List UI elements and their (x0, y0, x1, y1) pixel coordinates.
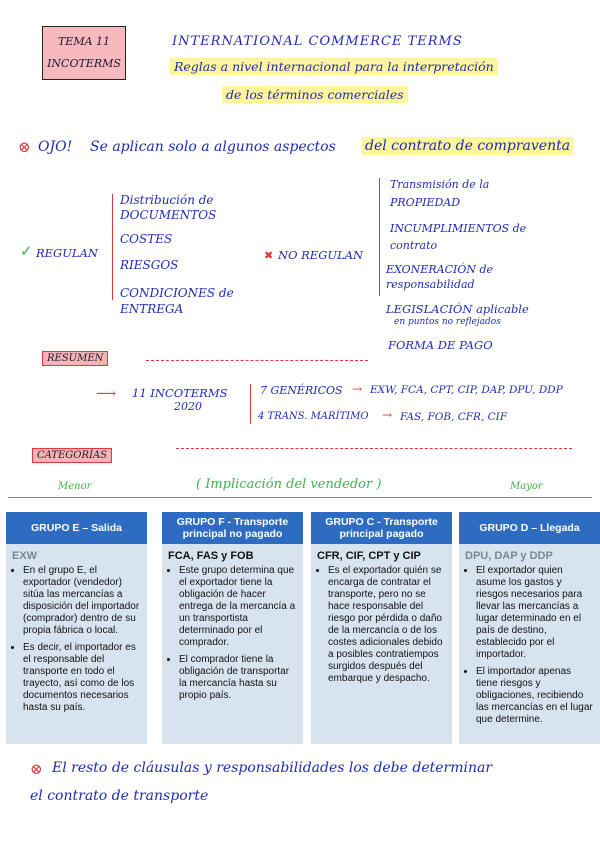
ojo-highlight: del contrato de compraventa (362, 137, 573, 155)
no-regulan-note: en puntos no reflejados (394, 317, 501, 327)
resumen-generic: 7 GENÉRICOS (260, 384, 343, 397)
no-regulan-item: LEGISLACIÓN aplicable (386, 302, 529, 316)
arrow-icon: ⟶ (96, 386, 117, 402)
group-title: GRUPO C - Transporte principal pagado (311, 512, 452, 544)
group-title: GRUPO E – Salida (6, 512, 147, 544)
no-regulan-item: Transmisión de la PROPIEDAD (390, 178, 490, 209)
topic-title-box (42, 26, 126, 80)
regulan-item: CONDICIONES de ENTREGA (120, 286, 234, 316)
scale-min: Menor (58, 481, 92, 492)
no-regulan-brace (379, 178, 380, 296)
warning-icon: ⊗ (30, 760, 43, 778)
group-bullet: • Es el exportador quién se encarga de contratar el transporte, pero no se hace responsable del riesgo por pérdida o daño de la mercancía o de los costes adicionales debido a posibles contratiempos surgidos después del embarque y despacho. (328, 565, 446, 685)
group-title: GRUPO D – Llegada (459, 512, 600, 544)
group-bullet: • El exportador quien asume los gastos y riesgos necesarios para llevar las mercancías a lugar determinado en el país de destino, establecido por el importador. (476, 565, 594, 661)
group-e-card (6, 512, 147, 744)
resumen-divider (146, 360, 368, 361)
arrow-icon: → (352, 382, 363, 396)
regulan-label: REGULAN (36, 246, 98, 260)
categorias-tag: CATEGORÍAS (32, 448, 112, 463)
regulan-item: RIESGOS (120, 258, 179, 272)
ojo-label: OJO! (38, 139, 73, 155)
scale-center: ( Implicación del vendedor ) (196, 477, 382, 492)
no-regulan-item: INCUMPLIMIENTOS de contrato (390, 222, 527, 252)
ojo-text: Se aplican solo a algunos aspectos (90, 139, 336, 155)
resumen-tag: RESUMEN (42, 351, 108, 366)
header-subtitle-1: Reglas a nivel internacional para la interpretación (170, 58, 498, 75)
categorias-divider (176, 448, 572, 449)
regulan-brace (112, 194, 113, 300)
group-terms: EXW (12, 550, 38, 562)
footer-line-2: el contrato de transporte (30, 788, 209, 804)
group-terms: DPU, DAP y DDP (465, 550, 553, 562)
group-f-card (162, 512, 303, 744)
group-bullet: • Este grupo determina que el exportador tiene la obligación de hacer entrega de la mercancía a un transportista determinado por el comprador. (179, 565, 297, 649)
group-d-card (459, 512, 600, 744)
group-bullet: • Es decir, el importador es el responsable del transporte en todo el trayecto, así como de los documentos necesarios hasta su país. (23, 642, 141, 714)
warning-icon: ⊗ (18, 138, 31, 156)
scale-line (8, 497, 592, 498)
scale-max: Mayor (510, 481, 543, 492)
no-regulan-item: EXONERACIÓN de responsabilidad (386, 263, 494, 291)
regulan-item: COSTES (120, 232, 173, 246)
group-terms: FCA, FAS y FOB (168, 550, 254, 562)
footer-line-1: El resto de cláusulas y responsabilidades los debe determinar (52, 760, 493, 776)
group-terms: CFR, CIF, CPT y CIP (317, 550, 421, 562)
group-bullet: • El comprador tiene la obligación de transportar la mercancía hasta su propio país. (179, 654, 297, 702)
header-title: INTERNATIONAL COMMERCE TERMS (172, 34, 463, 49)
group-bullet: • En el grupo E, el exportador (vendedor) sitúa las mercancías a disposición del importador (comprador) dentro de su propia fábrica o local. (23, 565, 141, 637)
group-bullet: • El importador apenas tiene riesgos y obligaciones, recibiendo las mercancías en el lugar que determine. (476, 666, 594, 726)
group-c-card (311, 512, 452, 744)
resumen-year: 2020 (174, 400, 202, 413)
resumen-brace (250, 384, 251, 424)
topic-number: TEMA 11 (57, 35, 111, 48)
cross-icon: ✖ (264, 249, 274, 262)
header-subtitle-2: de los términos comerciales (222, 86, 408, 103)
no-regulan-item: FORMA DE PAGO (388, 338, 493, 352)
resumen-generic-values: EXW, FCA, CPT, CIP, DAP, DPU, DDP (370, 384, 563, 396)
no-regulan-label: NO REGULAN (278, 248, 364, 262)
resumen-count: 11 INCOTERMS (132, 386, 228, 400)
regulan-item: Distribución de DOCUMENTOS (120, 193, 217, 222)
topic-name: INCOTERMS (47, 57, 121, 70)
arrow-icon: → (382, 408, 393, 422)
resumen-maritime: 4 TRANS. MARÍTIMO (258, 411, 369, 422)
check-icon: ✓ (20, 242, 33, 260)
resumen-maritime-values: FAS, FOB, CFR, CIF (400, 411, 508, 423)
group-title: GRUPO F - Transporte principal no pagado (162, 512, 303, 544)
